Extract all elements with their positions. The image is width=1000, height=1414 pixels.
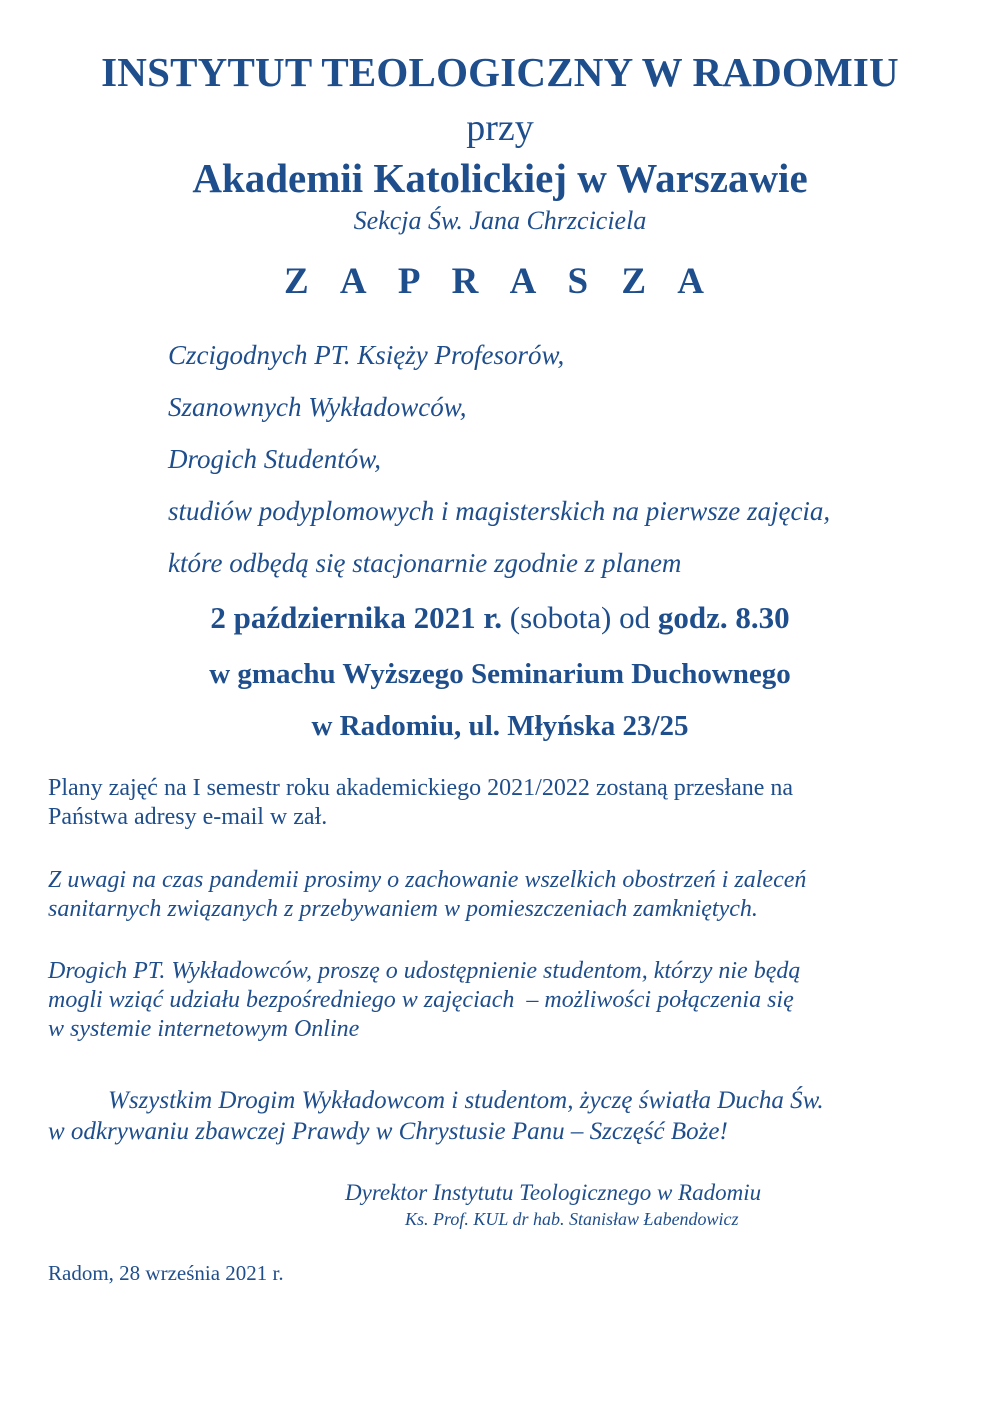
online-line: mogli wziąć udziału bezpośredniego w zajęciach – możliwości połączenia się xyxy=(48,987,794,1013)
event-time: godz. 8.30 xyxy=(657,600,790,635)
event-weekday: (sobota) od xyxy=(502,600,658,635)
wishes-line: w odkrywaniu zbawczej Prawdy w Chrystusie Panu – Szczęść Boże! xyxy=(48,1118,728,1145)
online-paragraph xyxy=(48,957,800,1044)
signature-name: Ks. Prof. KUL dr hab. Stanisław Łabendowicz xyxy=(405,1209,739,1229)
wishes-line: Wszystkim Drogim Wykładowcom i studentom, życzę światła Ducha Św. xyxy=(108,1087,824,1114)
invite-heading: Z A P R A S Z A xyxy=(284,261,716,302)
academy-title: Akademii Katolickiej w Warszawie xyxy=(192,155,808,201)
invitation-plan-line: które odbędą się stacjonarnie zgodnie z planem xyxy=(168,548,682,578)
wishes-paragraph xyxy=(48,1085,824,1147)
event-date-line xyxy=(0,600,1000,636)
online-line: w systemie internetowym Online xyxy=(48,1016,360,1042)
invitee-students: Drogich Studentów, xyxy=(168,444,381,474)
place-and-date: Radom, 28 września 2021 r. xyxy=(48,1261,284,1285)
event-date: 2 października 2021 r. xyxy=(210,600,503,635)
schedule-paragraph xyxy=(48,774,793,832)
institution-title: INSTYTUT TEOLOGICZNY W RADOMIU xyxy=(101,49,899,95)
pandemic-paragraph xyxy=(48,866,806,924)
connector-word: przy xyxy=(466,107,534,149)
pandemic-line: sanitarnych związanych z przebywaniem w pomieszczeniach zamkniętych. xyxy=(48,896,758,922)
online-line: Drogich PT. Wykładowców, proszę o udostępnienie studentom, którzy nie będą xyxy=(48,958,801,984)
invitee-lecturers: Szanownych Wykładowców, xyxy=(168,392,467,422)
pandemic-line: Z uwagi na czas pandemii prosimy o zachowanie wszelkich obostrzeń i zaleceń xyxy=(48,867,807,893)
invitation-studies-line: studiów podyplomowych i magisterskich na pierwsze zajęcia, xyxy=(168,496,831,526)
venue-line-2: w Radomiu, ul. Młyńska 23/25 xyxy=(311,710,689,742)
venue-line-1: w gmachu Wyższego Seminarium Duchownego xyxy=(209,658,791,690)
section-subtitle: Sekcja Św. Jana Chrzciciela xyxy=(353,206,647,235)
schedule-line: Plany zajęć na I semestr roku akademickiego 2021/2022 zostaną przesłane na xyxy=(48,775,794,801)
invitee-professors: Czcigodnych PT. Księży Profesorów, xyxy=(168,340,565,370)
schedule-line: Państwa adresy e-mail w zał. xyxy=(48,804,328,830)
signature-title: Dyrektor Instytutu Teologicznego w Radomiu xyxy=(345,1180,762,1205)
